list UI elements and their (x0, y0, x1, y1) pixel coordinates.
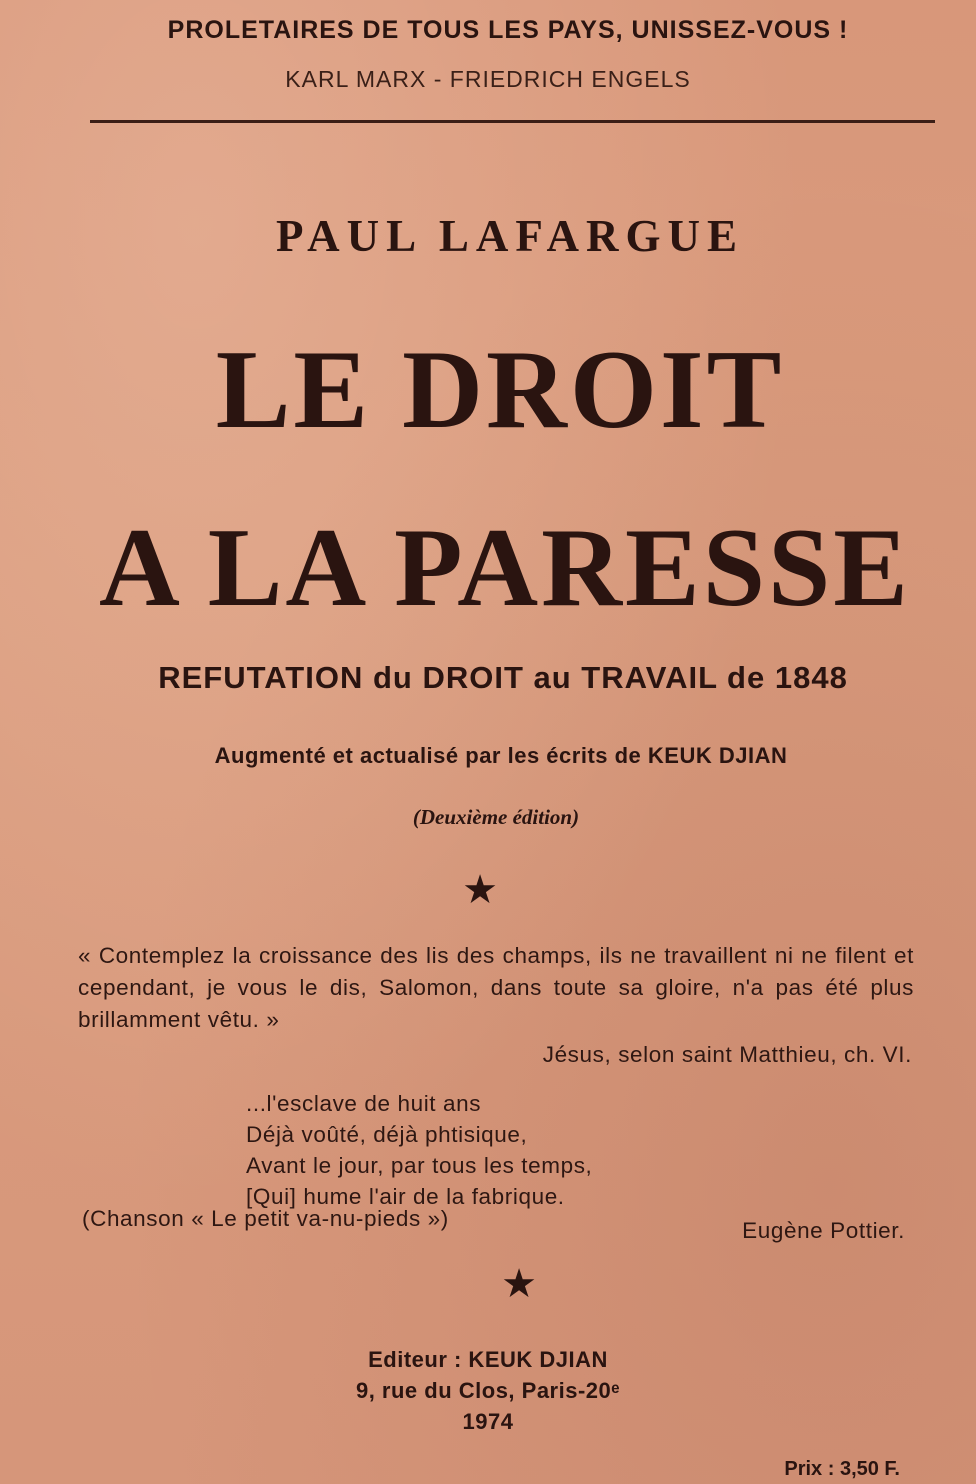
poem-line: ...l'esclave de huit ans (246, 1091, 482, 1116)
poem-line: Avant le jour, par tous les temps, (246, 1153, 593, 1178)
publisher-editor: Editeur : KEUK DJIAN (368, 1347, 608, 1372)
epigraph-quote: « Contemplez la croissance des lis des champs, ils ne travaillent ni ne filent et cependant, je vous le dis, Salomon, dans toute sa gloire, n'a pas été plus brillamment vêtu. » (78, 943, 914, 1032)
poem (246, 1088, 806, 1212)
poet-name: Eugène Pottier. (742, 1218, 905, 1243)
publisher-address: 9, rue du Clos, Paris-20ᵉ (355, 1378, 621, 1403)
book-author: PAUL LAFARGUE (275, 211, 745, 261)
slogan: PROLETAIRES DE TOUS LES PAYS, UNISSEZ-VOUS ! (167, 16, 849, 44)
star-icon: ★ (462, 868, 498, 912)
song-reference: (Chanson « Le petit va-nu-pieds ») (82, 1206, 449, 1231)
authors-line: KARL MARX - FRIEDRICH ENGELS (285, 66, 691, 92)
augmented-note: Augmenté et actualisé par les écrits de KEUK DJIAN (214, 743, 788, 768)
poem-line: [Qui] hume l'air de la fabrique. (246, 1184, 565, 1209)
title-line-1: LE DROIT (215, 328, 785, 452)
subtitle: REFUTATION du DROIT au TRAVAIL de 1848 (158, 660, 848, 695)
title-line-2: A LA PARESSE (99, 506, 911, 630)
divider-rule (90, 120, 935, 123)
publication-year: 1974 (462, 1409, 514, 1434)
poem-line: Déjà voûté, déjà phtisique, (246, 1122, 528, 1147)
edition-note: (Deuxième édition) (412, 805, 580, 829)
star-icon: ★ (501, 1262, 537, 1306)
epigraph-source: Jésus, selon saint Matthieu, ch. VI. (542, 1042, 912, 1067)
price-label: Prix : 3,50 F. (784, 1458, 900, 1480)
publisher-block (300, 1344, 676, 1437)
